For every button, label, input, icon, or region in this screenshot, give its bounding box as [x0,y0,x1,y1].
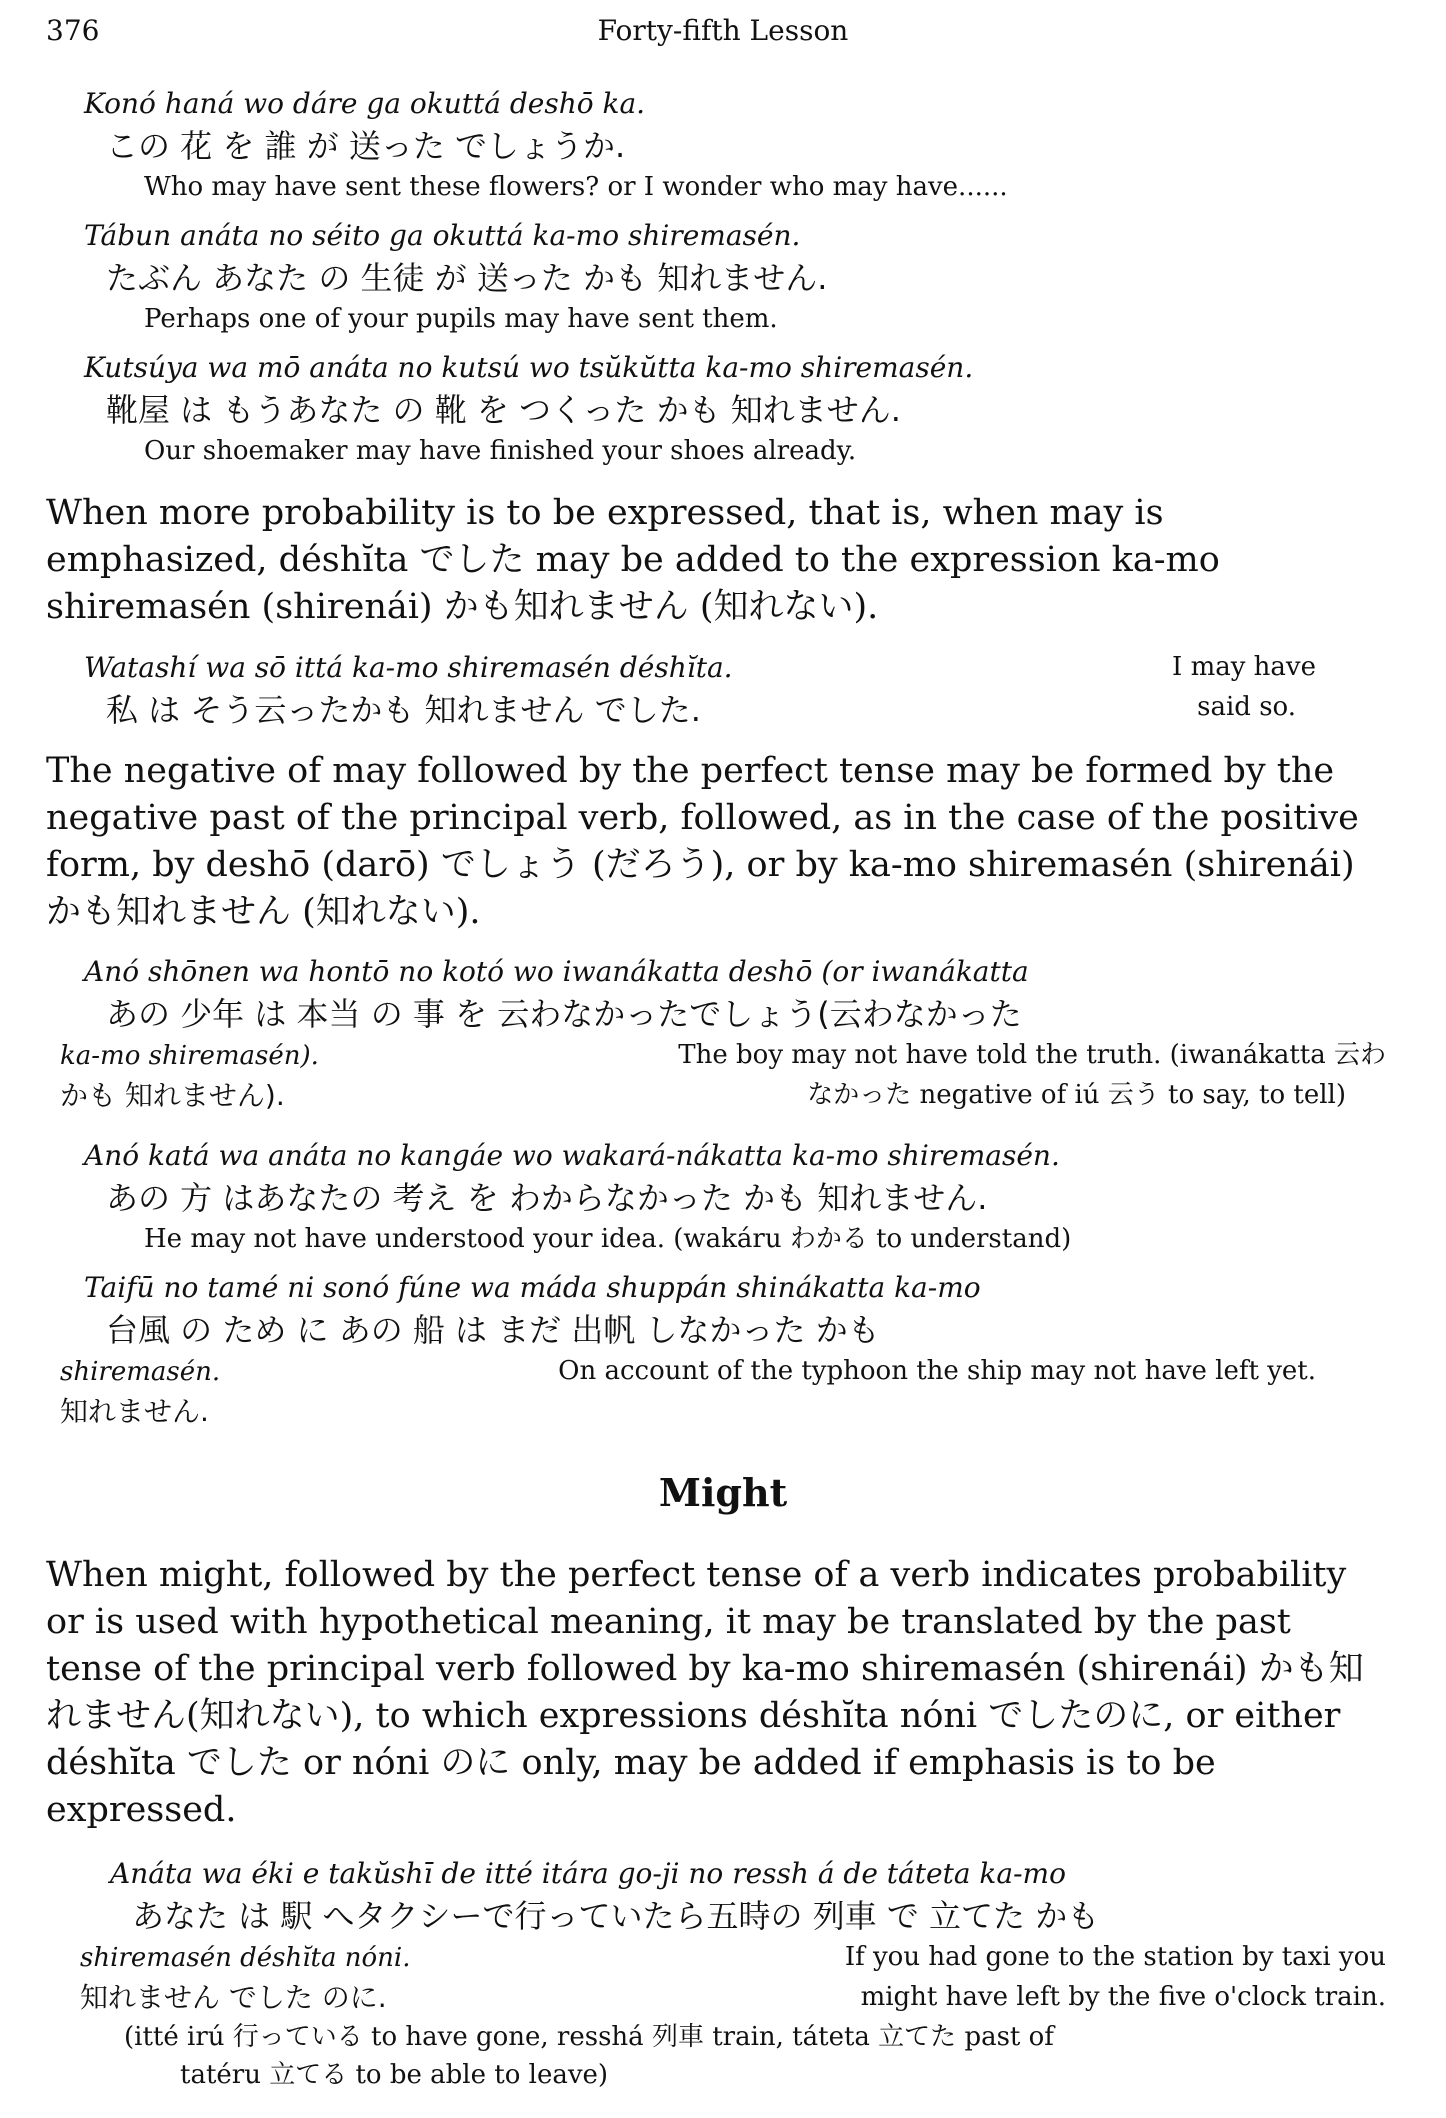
romaji-line: Anáta wa éki e takŭshī de itté itára go-ji no ressh á de táteta ka-mo [110,1857,1066,1890]
body-paragraph: When more probability is to be expressed, that is, when may is emphasized, déshĭta でした may be added to the expression ka-mo shiremasén (shirenái) かも知れません (知れない). [46,493,1220,627]
vocabulary-note: tatéru 立てる to be able to leave) [180,2060,609,2090]
english-line: He may not have understood your idea. (wakáru わかる to understand) [144,1224,1072,1254]
romaji-line: Watashí wa sō ittá ka-mo shiremasén déshĭta. [84,651,733,684]
english-line: If you had gone to the station by taxi you [844,1942,1386,1972]
example-block [84,648,1386,732]
japanese-line: あなた は 駅 へタクシーで行っていたら五時の 列車 で 立てた かも [132,1897,1100,1935]
english-line: I may have [1172,652,1316,682]
body-paragraph: When might, followed by the perfect tense of a verb indicates probability or is used with hypothetical meaning, it may be translated by the past tense of the principal verb followed by ka-mo shiremasén (shirenái) かも知れません(知れない), to which expressions déshĭta nóni でしたのに, or either déshĭta でした or nóni のに only, may be added if emphasis is to be expressed. [46,1555,1364,1830]
example-block [84,1136,1386,1258]
romaji-line: ka-mo shiremasén). [60,1041,319,1071]
section-heading: Might [658,1470,788,1515]
japanese-line: この 花 を 誰 が 送った でしょうか. [106,127,626,165]
japanese-line: 台風 の ため に あの 船 は まだ 出帆 しなかった かも [106,1311,880,1349]
example-block [84,84,1386,206]
running-title: Forty-fifth Lesson [597,14,849,47]
body-paragraph: The negative of may followed by the perfect tense may be formed by the negative past of the principal verb, followed, as in the case of the positive form, by deshō (darō) でしょう (だろう), or by ka-mo shiremasén (shirenái) かも知れません (知れない). [46,751,1359,932]
romaji-line: Anó shōnen wa hontō no kotó wo iwanákatta deshō (or iwanákatta [84,955,1029,988]
japanese-line: たぶん あなた の 生徒 が 送った かも 知れません. [106,259,828,297]
example-block [84,348,1386,470]
vocabulary-note: (itté irú 行っている to have gone, resshá 列車 train, táteta 立てた past of [124,2022,1054,2052]
example-block [60,952,1386,1116]
example-block [84,216,1386,338]
japanese-line: 私 は そう云ったかも 知れません でした. [106,691,701,729]
romaji-line: Konó haná wo dáre ga okuttá deshō ka. [84,87,646,120]
japanese-line: 靴屋 は もうあなた の 靴 を つくった かも 知れません. [106,391,901,429]
romaji-line: shiremasén. [60,1357,221,1387]
japanese-line: あの 方 はあなたの 考え を わからなかった かも 知れません. [106,1179,988,1217]
japanese-line: あの 少年 は 本当 の 事 を 云わなかったでしょう(云わなかった [106,995,1022,1033]
page-header [46,14,1400,54]
example-block [80,1854,1386,2094]
english-line: On account of the typhoon the ship may not have left yet. [558,1356,1316,1386]
romaji-line: Anó katá wa anáta no kangáe wo wakará-nákatta ka-mo shiremasén. [84,1139,1060,1172]
japanese-line: 知れません でした のに. [80,1981,387,2014]
english-line: said so. [1197,692,1296,722]
page-number: 376 [46,14,100,47]
english-line: The boy may not have told the truth. (iwanákatta 云わ [678,1040,1386,1070]
romaji-line: Tábun anáta no séito ga okuttá ka-mo shiremasén. [84,219,801,252]
english-line: Perhaps one of your pupils may have sent them. [144,304,778,334]
english-line: なかった negative of iú 云う to say, to tell) [807,1080,1346,1110]
english-line: might have left by the five o'clock train. [860,1982,1386,2012]
english-line: Who may have sent these flowers? or I wonder who may have...... [144,172,1008,202]
japanese-line: 知れません. [60,1395,209,1428]
romaji-line: shiremasén déshĭta nóni. [80,1943,411,1973]
romaji-line: Taifū no tamé ni sonó fúne wa máda shuppán shinákatta ka-mo [84,1271,981,1304]
japanese-line: かも 知れません). [60,1079,285,1112]
english-line: Our shoemaker may have finished your shoes already. [144,436,857,466]
example-block [60,1268,1386,1432]
romaji-line: Kutsúya wa mō anáta no kutsú wo tsŭkŭtta ka-mo shiremasén. [84,351,974,384]
